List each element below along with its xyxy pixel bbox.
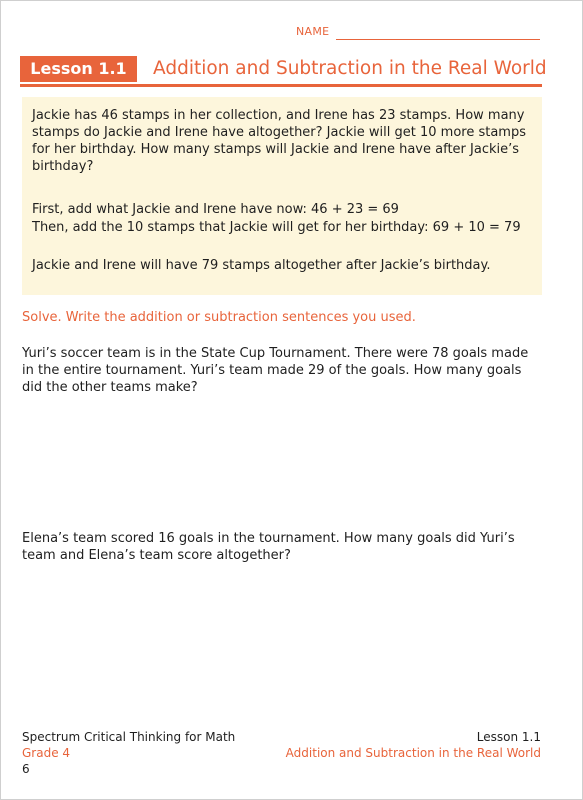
footer-lesson-info — [286, 729, 541, 761]
example-problem: Jackie has 46 stamps in her collection, and Irene has 23 stamps. How many stamps do Jackie and Irene have altogether? Jackie will get 10 more stamps for her birthday. How many stamps will Jackie and Irene have after Jackie’s birthday? — [32, 108, 526, 174]
name-label: NAME — [296, 25, 330, 38]
footer-book-info — [22, 729, 235, 761]
name-field — [296, 25, 540, 43]
example-box — [22, 97, 542, 295]
lesson-title: Addition and Subtraction in the Real World — [153, 58, 547, 79]
grade-label: Grade 4 — [22, 746, 71, 760]
page-number: 6 — [22, 762, 30, 776]
example-answer: Jackie and Irene will have 79 stamps altogether after Jackie’s birthday. — [32, 258, 491, 273]
header-rule — [20, 84, 542, 87]
problem-2: Elena’s team scored 16 goals in the tournament. How many goals did Yuri’s team and Elena’s team score altogether? — [22, 531, 515, 563]
footer-lesson-title: Addition and Subtraction in the Real World — [285, 746, 541, 760]
lesson-header — [20, 54, 547, 84]
instructions: Solve. Write the addition or subtraction sentences you used. — [22, 310, 416, 325]
footer-lesson: Lesson 1.1 — [476, 730, 541, 744]
lesson-badge: Lesson 1.1 — [20, 56, 137, 82]
example-step-2: Then, add the 10 stamps that Jackie will get for her birthday: 69 + 10 = 79 — [32, 220, 521, 235]
problem-1: Yuri’s soccer team is in the State Cup Tournament. There were 78 goals made in the entire tournament. Yuri’s team made 29 of the goals. How many goals did the other teams make? — [22, 346, 529, 395]
book-title: Spectrum Critical Thinking for Math — [22, 730, 236, 744]
example-step-1: First, add what Jackie and Irene have now: 46 + 23 = 69 — [32, 202, 399, 217]
name-write-line[interactable] — [336, 39, 540, 40]
